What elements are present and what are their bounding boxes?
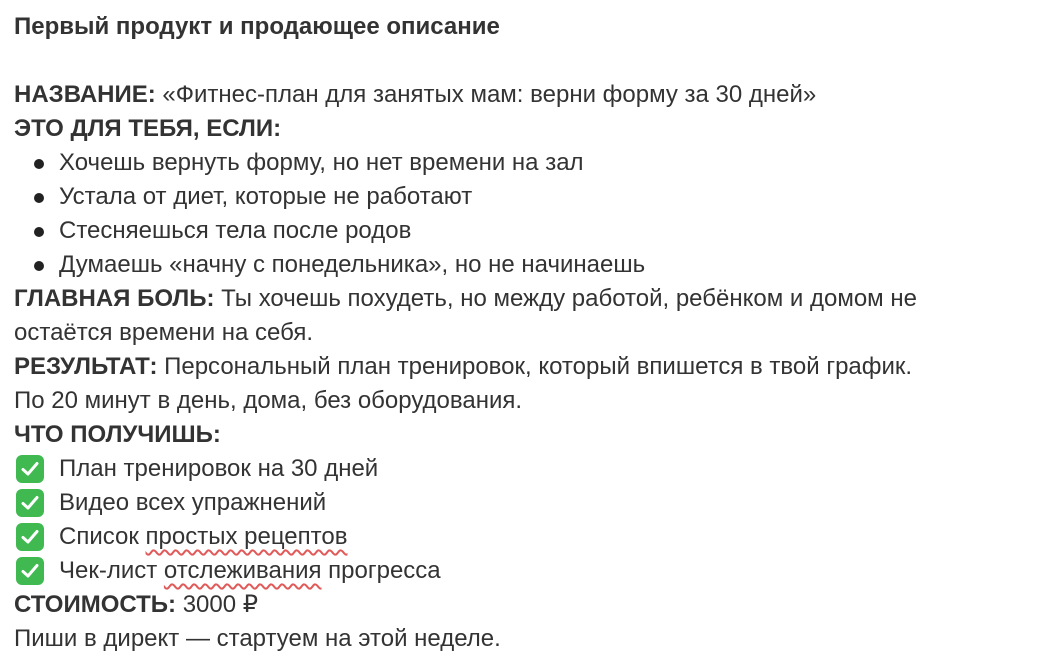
checklist-item — [14, 486, 1064, 520]
main-pain-label: ГЛАВНАЯ БОЛЬ: — [14, 285, 215, 312]
checklist-item — [14, 554, 1064, 588]
checklist-item — [14, 520, 1064, 554]
bullet-icon — [34, 227, 44, 237]
check-mark-button-icon — [16, 557, 44, 585]
call-to-action: Пиши в директ — стартуем на этой неделе. — [14, 625, 501, 652]
product-name-label: НАЗВАНИЕ: — [14, 81, 156, 108]
checklist-item — [14, 452, 1064, 486]
checklist-item-text: Чек-лист отслеживания прогресса — [59, 557, 441, 584]
product-name-line — [14, 78, 1064, 112]
check-mark-button-icon — [16, 489, 44, 517]
checklist-item-text: План тренировок на 30 дней — [59, 455, 379, 482]
checklist-item-text: Видео всех упражнений — [59, 489, 327, 516]
check-mark-button-icon — [16, 523, 44, 551]
check-mark-button-icon — [16, 455, 44, 483]
blank-line — [14, 44, 1064, 78]
what-you-get-heading: ЧТО ПОЛУЧИШЬ: — [14, 421, 221, 448]
result-label: РЕЗУЛЬТАТ: — [14, 353, 158, 380]
document-title: Первый продукт и продающее описание — [14, 13, 500, 40]
main-pain-line — [14, 282, 1064, 316]
price-line — [14, 588, 1064, 622]
list-item-text: Хочешь вернуть форму, но нет времени на зал — [59, 149, 584, 176]
main-pain-text: Ты хочешь похудеть, но между работой, ребёнком и домом не — [221, 285, 917, 312]
result-text: Персональный план тренировок, который впишется в твой график. — [164, 353, 913, 380]
bullet-icon — [34, 261, 44, 271]
result-line — [14, 350, 1064, 384]
bullet-icon — [34, 159, 44, 169]
list-item-text: Думаешь «начну с понедельника», но не начинаешь — [59, 251, 646, 278]
for-you-heading: ЭТО ДЛЯ ТЕБЯ, ЕСЛИ: — [14, 115, 282, 142]
price-label: СТОИМОСТЬ: — [14, 591, 177, 618]
bullet-icon — [34, 193, 44, 203]
main-pain-continuation: остаётся времени на себя. — [14, 319, 314, 346]
spellcheck-flagged-word[interactable]: отслеживания — [163, 557, 322, 584]
product-name-value: «Фитнес-план для занятых мам: верни форму за 30 дней» — [162, 81, 817, 108]
result-continuation: По 20 минут в день, дома, без оборудования. — [14, 387, 523, 414]
list-item — [14, 248, 1064, 282]
for-you-list — [14, 146, 1064, 282]
list-item — [14, 146, 1064, 180]
list-item-text: Стесняешься тела после родов — [59, 217, 412, 244]
spellcheck-flagged-word[interactable]: простых рецептов — [145, 523, 348, 550]
price-value: 3000 ₽ — [182, 591, 259, 618]
list-item — [14, 180, 1064, 214]
checklist-item-text: Список простых рецептов — [59, 523, 348, 550]
list-item — [14, 214, 1064, 248]
list-item-text: Устала от диет, которые не работают — [59, 183, 473, 210]
